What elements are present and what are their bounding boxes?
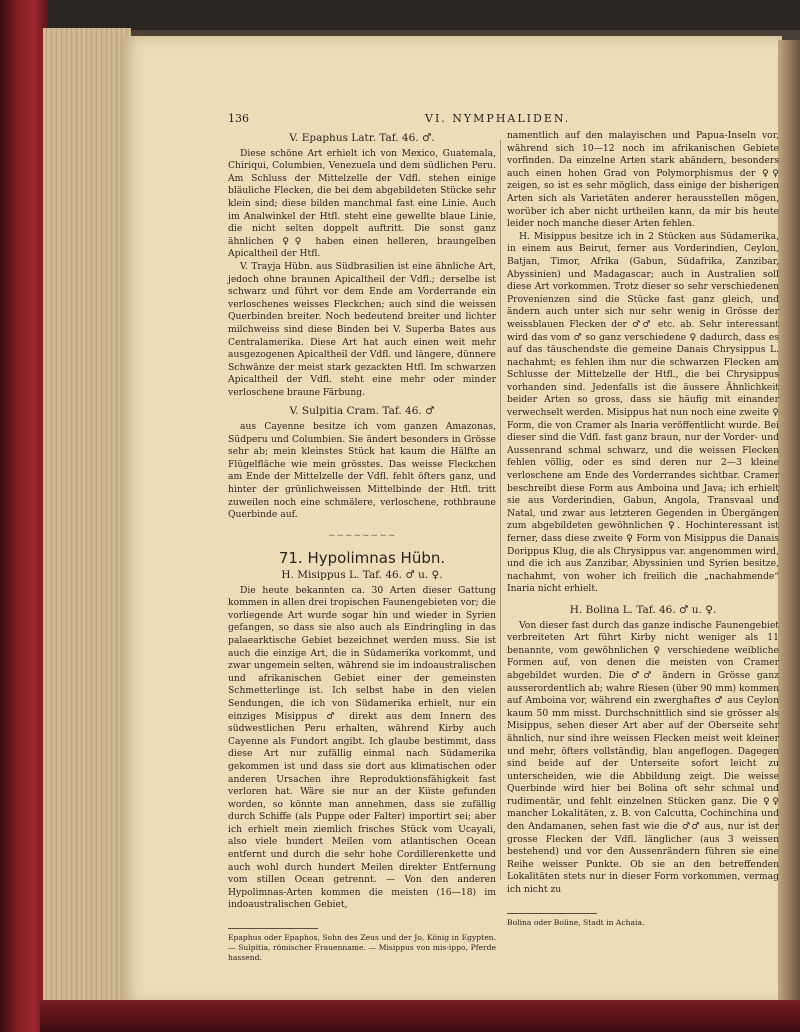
book-top-shadow — [48, 0, 800, 30]
paragraph: V. Trayja Hübn. aus Südbrasilien ist eine ähnliche Art, jedoch ohne braunen Apicaltheil der Vdfl.; derselbe ist schwarz und führt vor dem Ende am Vorderrande ein verloschenes weisses Fleckchen; auch sind die weissen Querbinden breiter. Noch bedeutend breiter und lichter milchweiss sind diese Binden bei V. Superba Bates aus Centralamerika. Diese Art hat auch einen weit mehr ausgezogenen Apicaltheil der Vdfl. und längere, dünnere Schwänze der meist stark gezackten Htfl. Im schwarzen Apicaltheil der Vdfl. steht eine mehr oder minder verloschene braune Färbung. — [228, 260, 496, 398]
paragraph: Diese schöne Art erhielt ich von Mexico, Guatemala, Chiriqui, Columbien, Venezuela und dem südlichen Peru. Am Schluss der Mittelzelle der Vdfl. stehen einige bläuliche Flecken, die bei dem abgebildeten Stücke sehr klein sind; diese bilden manchmal fast eine Linie. Auch im Analwinkel der Htfl. steht eine gewellte blaue Linie, die nicht selten doppelt auftritt. Die sonst ganz ähnlichen ♀♀ haben einen helleren, braungelben Apicaltheil der Htfl. — [228, 147, 496, 260]
paragraph: namentlich auf den malayischen und Papua-Inseln vor, während sich 10—12 noch im afrikanischen Gebiete vorfinden. Da einzelne Arten stark abändern, besonders auch einen hohen Grad von Polymorphismus der ♀♀ zeigen, so ist es sehr möglich, dass einige der bisherigen Arten sich als Varietäten anderer herausstellen mögen, worüber ich aber nicht urtheilen kann, da mir bis heute leider noch manche dieser Arten fehlen. — [507, 130, 779, 230]
page-edges — [40, 28, 131, 1006]
book-bottom-cover — [40, 1000, 800, 1032]
heading-sulpitia: V. Sulpitia Cram. Taf. 46. ♂ — [289, 405, 435, 418]
footnote: Epaphus oder Epaphos, Sohn des Zeus und der Jo, König in Egypten. — Sulpitia, römischer Frauenname. — Misippus von mis-ippo, Pferde hassend. — [228, 933, 496, 963]
genus-heading: 71. Hypolimnas Hübn. — [278, 549, 446, 568]
right-column — [507, 130, 779, 928]
next-page-edge — [778, 40, 800, 1000]
footnote: Bolina oder Boline, Stadt in Achaia. — [507, 917, 645, 927]
paragraph: Die heute bekannten ca. 30 Arten dieser Gattung kommen in allen drei tropischen Faunengebieten vor; die vorliegende Art wurde sogar hin und wieder in Syrien gefangen, so dass sie also auch als Eindringling in das palaearktische Gebiet bezeichnet werden muss. Sie ist auch die einzige Art, die in Südamerika vorkommt, und zwar ungemein selten, während sie im indoaustralischen und afrikanischen Gebiet einer der gemeinsten Schmetterlinge ist. Ich selbst habe in den vielen Sendungen, die ich von Südamerika erhielt, nur ein einziges Misippus ♂ direkt aus dem Innern des südwestlichen Peru erhalten, während Kirby auch Cayenne als Fundort angibt. Ich glaube bestimmt, dass diese Art nur zufällig einmal nach Südamerika gekommen ist und dass sie dort aus klimatischen oder anderen Ursachen ihre Reproduktionsfähigkeit fast verloren hat. Wäre sie nur an der Küste gefunden worden, so könnte man annehmen, dass sie zufällig durch Schiffe (als Puppe oder Falter) importirt sei; aber ich erhielt mein ziemlich frisches Stück vom Ucayali, also viele hundert Meilen vom atlantischen Ocean entfernt und durch die sehr hohe Cordillerenkette und auch wohl durch hundert Meilen direkter Entfernung vom stillen Ocean getrennt. — Von den anderen Hypolimnas-Arten kommen die meisten (16—18) im indoaustralischen Gebiet, — [228, 584, 496, 911]
heading-bolina: H. Bolina L. Taf. 46. ♂ u. ♀. — [569, 603, 717, 616]
heading-epaphus: V. Epaphus Latr. Taf. 46. ♂. — [289, 132, 435, 144]
ornament-divider: ~~~~~~~~ — [327, 530, 397, 541]
paragraph: Von dieser fast durch das ganze indische Faunengebiet verbreiteten Art führt Kirby nicht weniger als 11 benannte, vom gewöhnlichen ♀ verschiedene weibliche Formen auf, von denen die meisten von Cramer abgebildet wurden. Die ♂♂ ändern in Grösse ganz ausserordentlich ab; wahre Riesen (über 90 mm) kommen auf Amboina vor, während ein zwerghaftes ♂ aus Ceylon kaum 50 mm misst. Durchschnittlich sind sie grösser als Misippus, sehen dieser Art aber auf der Oberseite sehr ähnlich, nur sind ihre weissen Flecken meist weit kleiner und mehr, öfters vollständig, blau angeflogen. Dagegen sind beide auf der Unterseite sofort leicht zu unterscheiden, wie die Abbildung zeigt. Die weisse Querbinde wird hier bei Bolina oft sehr schmal und rudimentär, und fehlt einzelnen Stücken ganz. Die ♀♀ mancher Lokalitäten, z. B. von Calcutta, Cochinchina und den Andamanen, sehen fast wie die ♂♂ aus, nur ist der grosse Flecken der Vdfl. länglicher (aus 3 weissen bestehend) und vor den Aussenrändern führen sie eine Reihe weisser Punkte. Ob sie an den betreffenden Lokalitäten stets nur in dieser Form vorkommen, vermag ich nicht zu — [507, 619, 779, 896]
heading-misippus: H. Misippus L. Taf. 46. ♂ u. ♀. — [281, 569, 443, 581]
footnote-rule — [507, 913, 597, 914]
paragraph: H. Misippus besitze ich in 2 Stücken aus Südamerika, in einem aus Beirut, ferner aus Vorderindien, Ceylon, Batjan, Timor, Afrika (Gabun, Südafrika, Zanzibar, Abyssinien) und Madagascar; auch in Australien soll diese Art vorkommen. Trotz dieser so sehr verschiedenen Provenienzen sind die Stücke fast ganz gleich, und ändern auch unter sich nur sehr wenig in Grösse der weissblauen Flecken der ♂♂ etc. ab. Sehr interessant wird das vom ♂ so ganz verschiedene ♀ dadurch, dass es auf das täuschendste die gemeine Danais Chrysippus L. nachahmt; es fehlen ihm nur die schwarzen Flecken am Schlusse der Mittelzelle der Htfl., die bei Chrysippus vorhanden sind. Jedenfalls ist die äussere Ähnlichkeit beider Arten so gross, dass sie häufig mit einander verwechselt werden. Misippus hat nun noch eine zweite ♀ Form, die von Cramer als Inaria veröffentlicht wurde. Bei dieser sind die Vdfl. fast ganz braun, nur der Vorder- und Aussenrand schmal schwarz, und die weissen Flecken fehlen völlig, oder es sind deren nur 2—3 kleine verloschene am Ende des Vorderrandes sichtbar. Cramer beschreibt diese Form aus Amboina und Java; ich erhielt sie aus Vorderindien, Gabun, Angola, Transvaal und Natal, und zwar aus letzteren Gegenden in Übergängen zum abgebildeten gewöhnlichen ♀. Hochinteressant ist ferner, dass diese zweite ♀ Form von Misippus die Danais Dorippus Klug, die als Chrysippus var. angenommen wird, und die ich aus Zanzibar, Abyssinien und Syrien besitze, nachahmt, von woher ich freilich die „nachahmende“ Inaria nicht erhielt. — [507, 230, 779, 595]
page-number: 136 — [228, 112, 249, 125]
footnote-rule — [228, 928, 318, 929]
left-column — [228, 130, 496, 963]
column-divider — [500, 140, 501, 880]
paragraph: aus Cayenne besitze ich vom ganzen Amazonas, Südperu und Columbien. Sie ändert besonders in Grösse sehr ab; mein kleinstes Stück hat kaum die Hälfte an Flügelfläche wie mein grösstes. Das weisse Fleckchen am Ende der Mittelzelle der Vdfl. fehlt öfters ganz, und hinter der grünlichweissen Mittelbinde der Htfl. tritt zuweilen noch eine schmälere, verloschene, rothbraune Querbinde auf. — [228, 421, 496, 521]
running-title: VI. NYMPHALIDEN. — [425, 112, 571, 125]
